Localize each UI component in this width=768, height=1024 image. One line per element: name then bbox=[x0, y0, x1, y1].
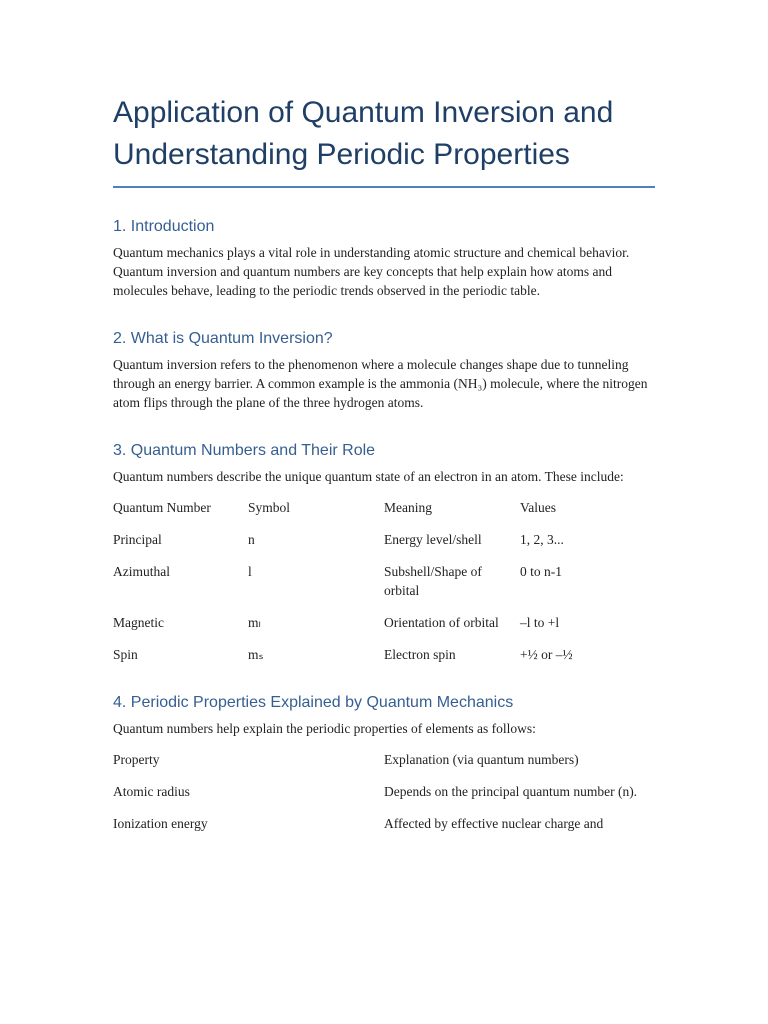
section-paragraph: Quantum numbers help explain the periodic properties of elements as follows: bbox=[113, 721, 536, 736]
table-header-cell: Values bbox=[520, 500, 556, 515]
section-introduction bbox=[113, 218, 655, 300]
table-cell: Depends on the principal quantum number (n). bbox=[384, 784, 638, 799]
table-cell: 1, 2, 3... bbox=[520, 532, 564, 547]
section-paragraph: Quantum mechanics plays a vital role in understanding atomic structure and chemical behavior. Quantum inversion and quantum numbers are key concepts that help explain how atoms and molecules behave, leading to the periodic trends observed in the periodic table. bbox=[113, 245, 630, 298]
table-cell: 0 to n-1 bbox=[520, 564, 562, 579]
table-header-cell: Symbol bbox=[248, 500, 291, 515]
table-row bbox=[113, 814, 655, 833]
section-heading: 4. Periodic Properties Explained by Quantum Mechanics bbox=[113, 694, 514, 711]
table-header-row bbox=[113, 498, 655, 517]
section-paragraph: Quantum numbers describe the unique quantum state of an electron in an atom. These include: bbox=[113, 469, 624, 484]
table-cell: mₗ bbox=[248, 615, 261, 630]
table-cell: Spin bbox=[113, 647, 138, 662]
table-cell: –l to +l bbox=[520, 615, 560, 630]
table-header-cell: Meaning bbox=[384, 500, 432, 515]
quantum-numbers-table bbox=[113, 498, 655, 664]
table-cell: Magnetic bbox=[113, 615, 164, 630]
table-cell: Subshell/Shape of orbital bbox=[384, 564, 482, 598]
table-cell: Affected by effective nuclear charge and bbox=[384, 816, 604, 831]
table-cell: Ionization energy bbox=[113, 816, 208, 831]
table-header-cell: Quantum Number bbox=[113, 500, 211, 515]
table-row bbox=[113, 530, 655, 549]
periodic-properties-table bbox=[113, 750, 655, 833]
table-cell: n bbox=[248, 532, 255, 547]
title-divider bbox=[113, 186, 655, 188]
section-paragraph: Quantum inversion refers to the phenomenon where a molecule changes shape due to tunneling through an energy barrier. A common example is the ammonia (NH₃) molecule, where the nitrogen atom flips through the plane of the three hydrogen atoms. bbox=[113, 357, 648, 410]
section-heading: 1. Introduction bbox=[113, 218, 215, 235]
table-row bbox=[113, 613, 655, 632]
table-row bbox=[113, 782, 655, 801]
table-cell: Azimuthal bbox=[113, 564, 170, 579]
table-row bbox=[113, 562, 655, 600]
table-cell: Atomic radius bbox=[113, 784, 190, 799]
section-heading: 3. Quantum Numbers and Their Role bbox=[113, 442, 376, 459]
table-header-cell: Property bbox=[113, 752, 160, 767]
table-cell: Energy level/shell bbox=[384, 532, 482, 547]
section-heading: 2. What is Quantum Inversion? bbox=[113, 330, 333, 347]
document-page bbox=[113, 92, 655, 846]
table-cell: Principal bbox=[113, 532, 162, 547]
table-row bbox=[113, 645, 655, 664]
section-periodic-properties bbox=[113, 694, 655, 833]
table-cell: Orientation of orbital bbox=[384, 615, 499, 630]
section-quantum-inversion bbox=[113, 330, 655, 412]
table-cell: mₛ bbox=[248, 647, 264, 662]
table-cell: +½ or –½ bbox=[520, 647, 573, 662]
document-title: Application of Quantum Inversion and Understanding Periodic Properties bbox=[113, 96, 614, 171]
table-cell: l bbox=[248, 564, 252, 579]
section-quantum-numbers bbox=[113, 442, 655, 664]
table-cell: Electron spin bbox=[384, 647, 456, 662]
table-header-row bbox=[113, 750, 655, 769]
table-header-cell: Explanation (via quantum numbers) bbox=[384, 752, 579, 767]
